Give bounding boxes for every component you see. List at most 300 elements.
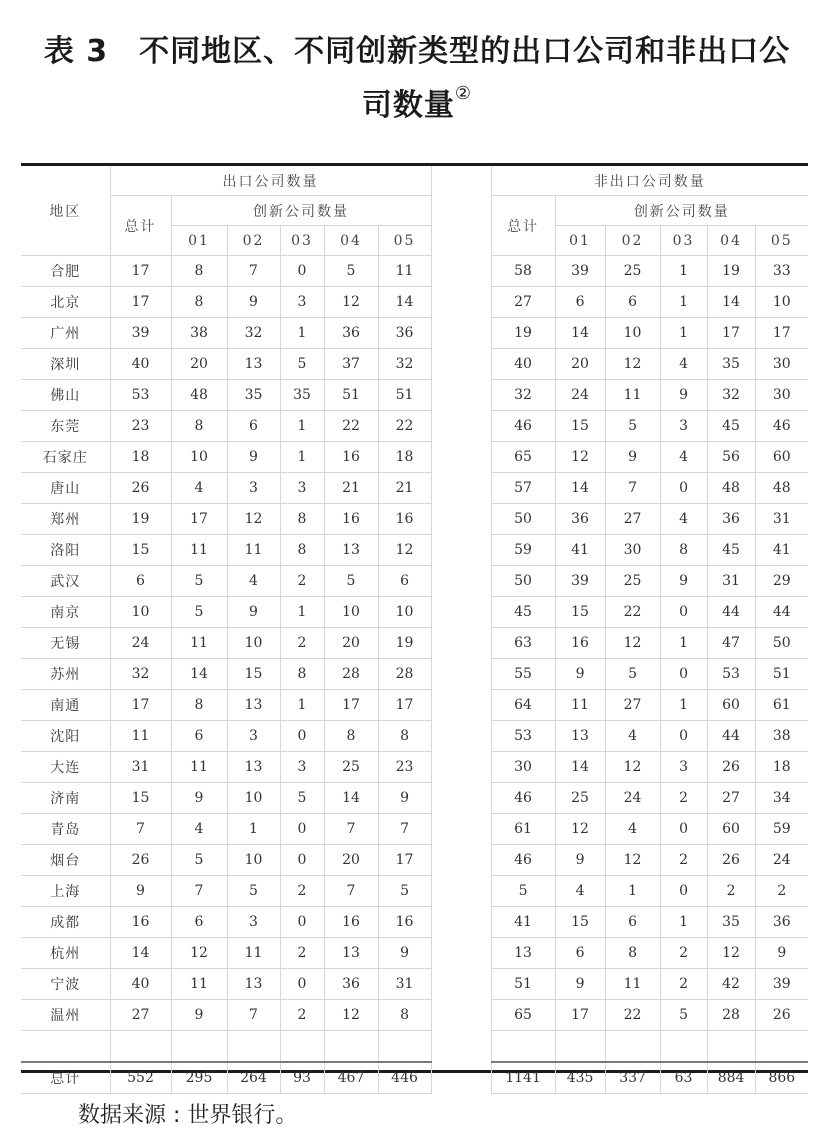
export-innov-cell: 5 (171, 597, 227, 628)
export-subcol-header: 02 (227, 226, 280, 256)
export-innov-cell: 12 (324, 287, 378, 318)
nonexport-innov-cell: 1 (660, 256, 707, 287)
nonexport-total-cell: 51 (491, 969, 555, 1000)
export-innov-cell: 8 (280, 659, 324, 690)
nonexport-innov-cell: 0 (660, 473, 707, 504)
export-innov-cell: 36 (378, 318, 431, 349)
nonexport-total-cell: 13 (491, 938, 555, 969)
gap-cell (431, 473, 491, 504)
nonexport-innov-cell: 9 (755, 938, 808, 969)
nonexport-innov-cell: 38 (755, 721, 808, 752)
nonexport-innov-cell: 44 (707, 597, 755, 628)
export-innov-cell: 12 (378, 535, 431, 566)
footnote-mark: ② (454, 83, 473, 104)
nonexport-innov-cell: 866 (755, 1062, 808, 1094)
region-cell (21, 1031, 110, 1063)
export-innov-cell: 2 (280, 938, 324, 969)
export-innov-cell: 20 (171, 349, 227, 380)
export-innov-cell: 1 (280, 318, 324, 349)
export-innov-cell: 16 (378, 504, 431, 535)
export-innov-cell: 6 (227, 411, 280, 442)
nonexport-innov-cell (755, 1031, 808, 1063)
export-innov-cell: 9 (171, 783, 227, 814)
gap-cell (431, 1062, 491, 1094)
export-innov-cell: 5 (227, 876, 280, 907)
export-innov-cell: 6 (171, 907, 227, 938)
export-innov-cell: 0 (280, 256, 324, 287)
region-cell: 宁波 (21, 969, 110, 1000)
table-row (21, 411, 808, 442)
table-row (21, 566, 808, 597)
nonexport-innov-cell: 4 (660, 349, 707, 380)
table-row (21, 659, 808, 690)
nonexport-total-cell: 57 (491, 473, 555, 504)
export-total-cell: 10 (110, 597, 171, 628)
nonexport-innov-cell: 63 (660, 1062, 707, 1094)
nonexport-innov-cell: 13 (555, 721, 605, 752)
export-innov-cell: 19 (378, 628, 431, 659)
region-cell: 南京 (21, 597, 110, 628)
nonexport-innov-cell: 9 (555, 845, 605, 876)
export-innov-cell: 7 (324, 876, 378, 907)
nonexport-innov-cell: 47 (707, 628, 755, 659)
table-row (21, 814, 808, 845)
export-innov-cell: 12 (227, 504, 280, 535)
gap-cell (431, 597, 491, 628)
nonexport-innov-cell: 48 (755, 473, 808, 504)
export-innov-cell: 32 (227, 318, 280, 349)
nonexport-innov-cell: 48 (707, 473, 755, 504)
export-innov-cell: 5 (280, 783, 324, 814)
region-cell: 郑州 (21, 504, 110, 535)
nonexport-innov-cell: 6 (605, 287, 660, 318)
export-innov-cell: 20 (324, 628, 378, 659)
nonexport-innov-cell: 4 (660, 442, 707, 473)
nonexport-innov-cell: 2 (660, 969, 707, 1000)
export-innov-cell: 13 (324, 535, 378, 566)
export-total-cell: 14 (110, 938, 171, 969)
table-row (21, 845, 808, 876)
nonexport-innov-cell: 3 (660, 752, 707, 783)
export-total-cell: 16 (110, 907, 171, 938)
nonexport-innov-cell: 41 (755, 535, 808, 566)
nonexport-innov-cell: 1 (605, 876, 660, 907)
table-row (21, 473, 808, 504)
export-innov-cell: 11 (227, 938, 280, 969)
gap-cell (431, 876, 491, 907)
nonexport-innov-cell: 11 (605, 380, 660, 411)
export-innov-cell: 1 (280, 411, 324, 442)
table-title-line2 (0, 80, 834, 124)
nonexport-total-cell (491, 1031, 555, 1063)
export-innov-cell: 3 (227, 721, 280, 752)
table-row (21, 1000, 808, 1031)
data-table (21, 166, 808, 1094)
nonexport-innov-cell: 30 (605, 535, 660, 566)
region-cell: 青岛 (21, 814, 110, 845)
nonexport-innov-cell: 9 (555, 969, 605, 1000)
export-innov-cell: 295 (171, 1062, 227, 1094)
export-innov-cell: 35 (280, 380, 324, 411)
nonexport-innov-cell (555, 1031, 605, 1063)
export-innov-cell: 22 (324, 411, 378, 442)
nonexport-innov-cell: 12 (555, 442, 605, 473)
table-row (21, 721, 808, 752)
table-row (21, 690, 808, 721)
nonexport-total-cell: 50 (491, 504, 555, 535)
export-total-cell: 11 (110, 721, 171, 752)
nonexport-total-cell: 46 (491, 411, 555, 442)
export-innov-cell: 5 (378, 876, 431, 907)
nonexport-innov-cell: 9 (660, 380, 707, 411)
export-total-cell: 23 (110, 411, 171, 442)
export-innov-cell: 51 (324, 380, 378, 411)
export-innov-cell: 2 (280, 628, 324, 659)
export-innov-cell: 467 (324, 1062, 378, 1094)
export-total-cell: 19 (110, 504, 171, 535)
nonexport-innov-cell: 16 (555, 628, 605, 659)
nonexport-innov-cell: 4 (555, 876, 605, 907)
export-subcol-header: 03 (280, 226, 324, 256)
export-innov-cell: 18 (378, 442, 431, 473)
nonexport-innov-cell: 19 (707, 256, 755, 287)
export-innov-cell: 5 (280, 349, 324, 380)
export-innov-cell: 16 (324, 504, 378, 535)
nonexport-total-cell: 55 (491, 659, 555, 690)
nonexport-innov-cell: 0 (660, 876, 707, 907)
export-innov-cell: 5 (324, 566, 378, 597)
nonexport-innov-cell: 26 (755, 1000, 808, 1031)
export-innov-cell: 4 (171, 814, 227, 845)
nonexport-innov-cell: 39 (555, 566, 605, 597)
export-innov-cell: 11 (227, 535, 280, 566)
nonexport-innov-cell: 9 (605, 442, 660, 473)
nonexport-innov-cell: 53 (707, 659, 755, 690)
table-title-line1: 表 3 不同地区、不同创新类型的出口公司和非出口公 (43, 34, 791, 69)
nonexport-innov-cell: 15 (555, 411, 605, 442)
nonexport-innov-cell: 2 (755, 876, 808, 907)
nonexport-total-cell: 5 (491, 876, 555, 907)
table-row (21, 256, 808, 287)
export-innov-cell: 17 (324, 690, 378, 721)
table-row (21, 628, 808, 659)
export-innov-cell: 13 (227, 752, 280, 783)
gap-cell (431, 504, 491, 535)
nonexport-total-cell: 40 (491, 349, 555, 380)
nonexport-innov-cell: 24 (755, 845, 808, 876)
nonexport-innov-cell: 60 (707, 690, 755, 721)
export-innov-cell: 13 (227, 690, 280, 721)
export-total-cell: 552 (110, 1062, 171, 1094)
nonexport-innov-cell: 0 (660, 814, 707, 845)
region-cell: 武汉 (21, 566, 110, 597)
region-cell: 深圳 (21, 349, 110, 380)
nonexport-innov-cell: 10 (605, 318, 660, 349)
region-header: 地区 (21, 166, 110, 256)
nonexport-total-header: 总计 (491, 196, 555, 256)
nonexport-total-cell: 41 (491, 907, 555, 938)
export-innov-cell: 11 (171, 752, 227, 783)
nonexport-innov-cell: 337 (605, 1062, 660, 1094)
nonexport-innov-cell: 50 (755, 628, 808, 659)
gap-cell (431, 1000, 491, 1031)
export-innov-cell: 36 (324, 969, 378, 1000)
table-row (21, 504, 808, 535)
nonexport-total-cell: 63 (491, 628, 555, 659)
nonexport-innov-cell: 56 (707, 442, 755, 473)
nonexport-innov-cell: 12 (605, 349, 660, 380)
export-innov-cell: 4 (171, 473, 227, 504)
nonexport-innov-cell: 32 (707, 380, 755, 411)
nonexport-innov-cell: 44 (707, 721, 755, 752)
export-innov-cell (378, 1031, 431, 1063)
export-innov-cell: 51 (378, 380, 431, 411)
nonexport-innov-header: 创新公司数量 (555, 196, 808, 226)
total-row (21, 1062, 808, 1094)
nonexport-innov-cell: 5 (605, 411, 660, 442)
export-total-cell: 26 (110, 473, 171, 504)
nonexport-innov-cell: 14 (707, 287, 755, 318)
export-innov-cell: 20 (324, 845, 378, 876)
region-cell: 石家庄 (21, 442, 110, 473)
export-innov-cell: 9 (227, 597, 280, 628)
nonexport-innov-cell: 42 (707, 969, 755, 1000)
gap-cell (431, 690, 491, 721)
export-total-cell (110, 1031, 171, 1063)
export-innov-cell: 11 (171, 628, 227, 659)
nonexport-innov-cell: 33 (755, 256, 808, 287)
nonexport-innov-cell: 5 (660, 1000, 707, 1031)
export-subcol-header: 05 (378, 226, 431, 256)
region-cell: 唐山 (21, 473, 110, 504)
export-innov-cell: 11 (171, 969, 227, 1000)
export-innov-cell: 8 (280, 504, 324, 535)
gap-cell (431, 845, 491, 876)
nonexport-innov-cell: 20 (555, 349, 605, 380)
export-innov-cell: 8 (171, 411, 227, 442)
nonexport-innov-cell: 0 (660, 721, 707, 752)
export-innov-cell: 9 (227, 287, 280, 318)
export-group-header: 出口公司数量 (110, 166, 431, 196)
nonexport-innov-cell: 11 (605, 969, 660, 1000)
export-innov-cell: 28 (378, 659, 431, 690)
nonexport-innov-cell: 2 (660, 845, 707, 876)
table-row (21, 287, 808, 318)
nonexport-innov-cell: 4 (605, 721, 660, 752)
nonexport-innov-cell: 435 (555, 1062, 605, 1094)
region-cell: 无锡 (21, 628, 110, 659)
table-row (21, 783, 808, 814)
nonexport-innov-cell: 24 (555, 380, 605, 411)
nonexport-innov-cell: 6 (605, 907, 660, 938)
table-row (21, 535, 808, 566)
nonexport-innov-cell: 36 (555, 504, 605, 535)
nonexport-innov-cell: 5 (605, 659, 660, 690)
export-innov-cell: 5 (324, 256, 378, 287)
export-innov-cell: 1 (280, 597, 324, 628)
export-total-cell: 39 (110, 318, 171, 349)
nonexport-innov-cell: 6 (555, 287, 605, 318)
nonexport-innov-cell: 1 (660, 690, 707, 721)
gap-cell (431, 783, 491, 814)
export-total-header: 总计 (110, 196, 171, 256)
nonexport-innov-cell: 2 (660, 938, 707, 969)
export-innov-cell: 15 (227, 659, 280, 690)
export-innov-cell: 1 (280, 442, 324, 473)
table-row (21, 349, 808, 380)
export-innov-cell: 3 (227, 907, 280, 938)
export-innov-cell: 17 (378, 845, 431, 876)
gap-cell (431, 938, 491, 969)
nonexport-total-cell: 65 (491, 1000, 555, 1031)
nonexport-innov-cell: 0 (660, 597, 707, 628)
nonexport-innov-cell: 45 (707, 535, 755, 566)
nonexport-group-header: 非出口公司数量 (491, 166, 808, 196)
nonexport-innov-cell: 12 (605, 845, 660, 876)
nonexport-innov-cell: 25 (605, 256, 660, 287)
region-cell: 广州 (21, 318, 110, 349)
nonexport-innov-cell: 12 (605, 628, 660, 659)
nonexport-innov-cell: 17 (555, 1000, 605, 1031)
export-innov-cell: 8 (171, 690, 227, 721)
gap-cell (431, 659, 491, 690)
export-innov-cell: 14 (324, 783, 378, 814)
export-innov-cell: 22 (378, 411, 431, 442)
nonexport-innov-cell: 4 (605, 814, 660, 845)
nonexport-total-cell: 32 (491, 380, 555, 411)
nonexport-total-cell: 30 (491, 752, 555, 783)
export-innov-cell: 10 (171, 442, 227, 473)
nonexport-innov-cell: 0 (660, 659, 707, 690)
region-cell: 成都 (21, 907, 110, 938)
export-innov-cell: 35 (227, 380, 280, 411)
export-innov-cell: 7 (227, 256, 280, 287)
nonexport-total-cell: 27 (491, 287, 555, 318)
nonexport-innov-cell: 44 (755, 597, 808, 628)
export-innov-cell: 10 (227, 783, 280, 814)
nonexport-innov-cell: 41 (555, 535, 605, 566)
nonexport-innov-cell: 39 (755, 969, 808, 1000)
export-innov-cell: 13 (227, 349, 280, 380)
export-innov-cell: 6 (171, 721, 227, 752)
export-innov-cell: 9 (378, 783, 431, 814)
export-total-cell: 40 (110, 349, 171, 380)
nonexport-innov-cell: 35 (707, 907, 755, 938)
export-innov-cell: 8 (378, 721, 431, 752)
gap-cell (431, 907, 491, 938)
nonexport-innov-cell: 2 (707, 876, 755, 907)
nonexport-innov-cell: 14 (555, 318, 605, 349)
nonexport-innov-cell: 1 (660, 628, 707, 659)
nonexport-innov-cell: 36 (707, 504, 755, 535)
data-table-container (21, 163, 808, 1087)
export-innov-cell: 446 (378, 1062, 431, 1094)
export-innov-cell: 14 (378, 287, 431, 318)
region-cell: 总计 (21, 1062, 110, 1094)
nonexport-innov-cell: 25 (605, 566, 660, 597)
nonexport-innov-cell: 3 (660, 411, 707, 442)
nonexport-innov-cell: 26 (707, 752, 755, 783)
export-total-cell: 24 (110, 628, 171, 659)
export-innov-cell: 16 (324, 907, 378, 938)
export-innov-cell: 16 (324, 442, 378, 473)
export-innov-cell: 10 (227, 845, 280, 876)
export-total-cell: 9 (110, 876, 171, 907)
nonexport-innov-cell: 9 (555, 659, 605, 690)
export-innov-cell: 7 (171, 876, 227, 907)
region-cell: 北京 (21, 287, 110, 318)
export-innov-cell: 3 (227, 473, 280, 504)
region-cell: 杭州 (21, 938, 110, 969)
export-innov-cell: 93 (280, 1062, 324, 1094)
gap-cell (431, 349, 491, 380)
export-total-cell: 15 (110, 783, 171, 814)
region-cell: 苏州 (21, 659, 110, 690)
gap-cell (431, 256, 491, 287)
export-innov-cell: 1 (227, 814, 280, 845)
gap-cell (431, 752, 491, 783)
header-row-1 (21, 166, 808, 196)
export-innov-cell: 25 (324, 752, 378, 783)
nonexport-innov-cell: 884 (707, 1062, 755, 1094)
export-innov-cell: 7 (227, 1000, 280, 1031)
gap-cell (431, 166, 491, 256)
export-innov-cell: 4 (227, 566, 280, 597)
export-innov-cell: 0 (280, 907, 324, 938)
gap-cell (431, 814, 491, 845)
export-innov-cell: 36 (324, 318, 378, 349)
nonexport-innov-cell: 12 (605, 752, 660, 783)
nonexport-innov-cell: 27 (605, 504, 660, 535)
gap-cell (431, 318, 491, 349)
region-cell: 温州 (21, 1000, 110, 1031)
nonexport-innov-cell: 61 (755, 690, 808, 721)
nonexport-innov-cell: 4 (660, 504, 707, 535)
export-subcol-header: 01 (171, 226, 227, 256)
nonexport-innov-cell: 14 (555, 752, 605, 783)
nonexport-innov-cell: 6 (555, 938, 605, 969)
export-innov-cell: 28 (324, 659, 378, 690)
region-cell: 上海 (21, 876, 110, 907)
nonexport-total-cell: 58 (491, 256, 555, 287)
nonexport-total-cell: 1141 (491, 1062, 555, 1094)
export-innov-cell: 0 (280, 721, 324, 752)
nonexport-innov-cell: 26 (707, 845, 755, 876)
region-cell: 沈阳 (21, 721, 110, 752)
nonexport-total-cell: 46 (491, 783, 555, 814)
export-total-cell: 17 (110, 287, 171, 318)
region-cell: 济南 (21, 783, 110, 814)
export-innov-cell: 7 (324, 814, 378, 845)
gap-cell (431, 969, 491, 1000)
nonexport-innov-cell: 31 (755, 504, 808, 535)
export-innov-cell: 38 (171, 318, 227, 349)
export-innov-cell: 10 (378, 597, 431, 628)
export-innov-cell: 8 (280, 535, 324, 566)
nonexport-innov-cell: 17 (707, 318, 755, 349)
gap-cell (431, 380, 491, 411)
export-innov-header: 创新公司数量 (171, 196, 431, 226)
region-cell: 大连 (21, 752, 110, 783)
export-innov-cell: 5 (171, 566, 227, 597)
nonexport-subcol-header: 03 (660, 226, 707, 256)
nonexport-total-cell: 46 (491, 845, 555, 876)
export-innov-cell: 11 (171, 535, 227, 566)
export-innov-cell: 8 (378, 1000, 431, 1031)
export-innov-cell: 16 (378, 907, 431, 938)
nonexport-innov-cell: 9 (660, 566, 707, 597)
export-innov-cell: 10 (227, 628, 280, 659)
